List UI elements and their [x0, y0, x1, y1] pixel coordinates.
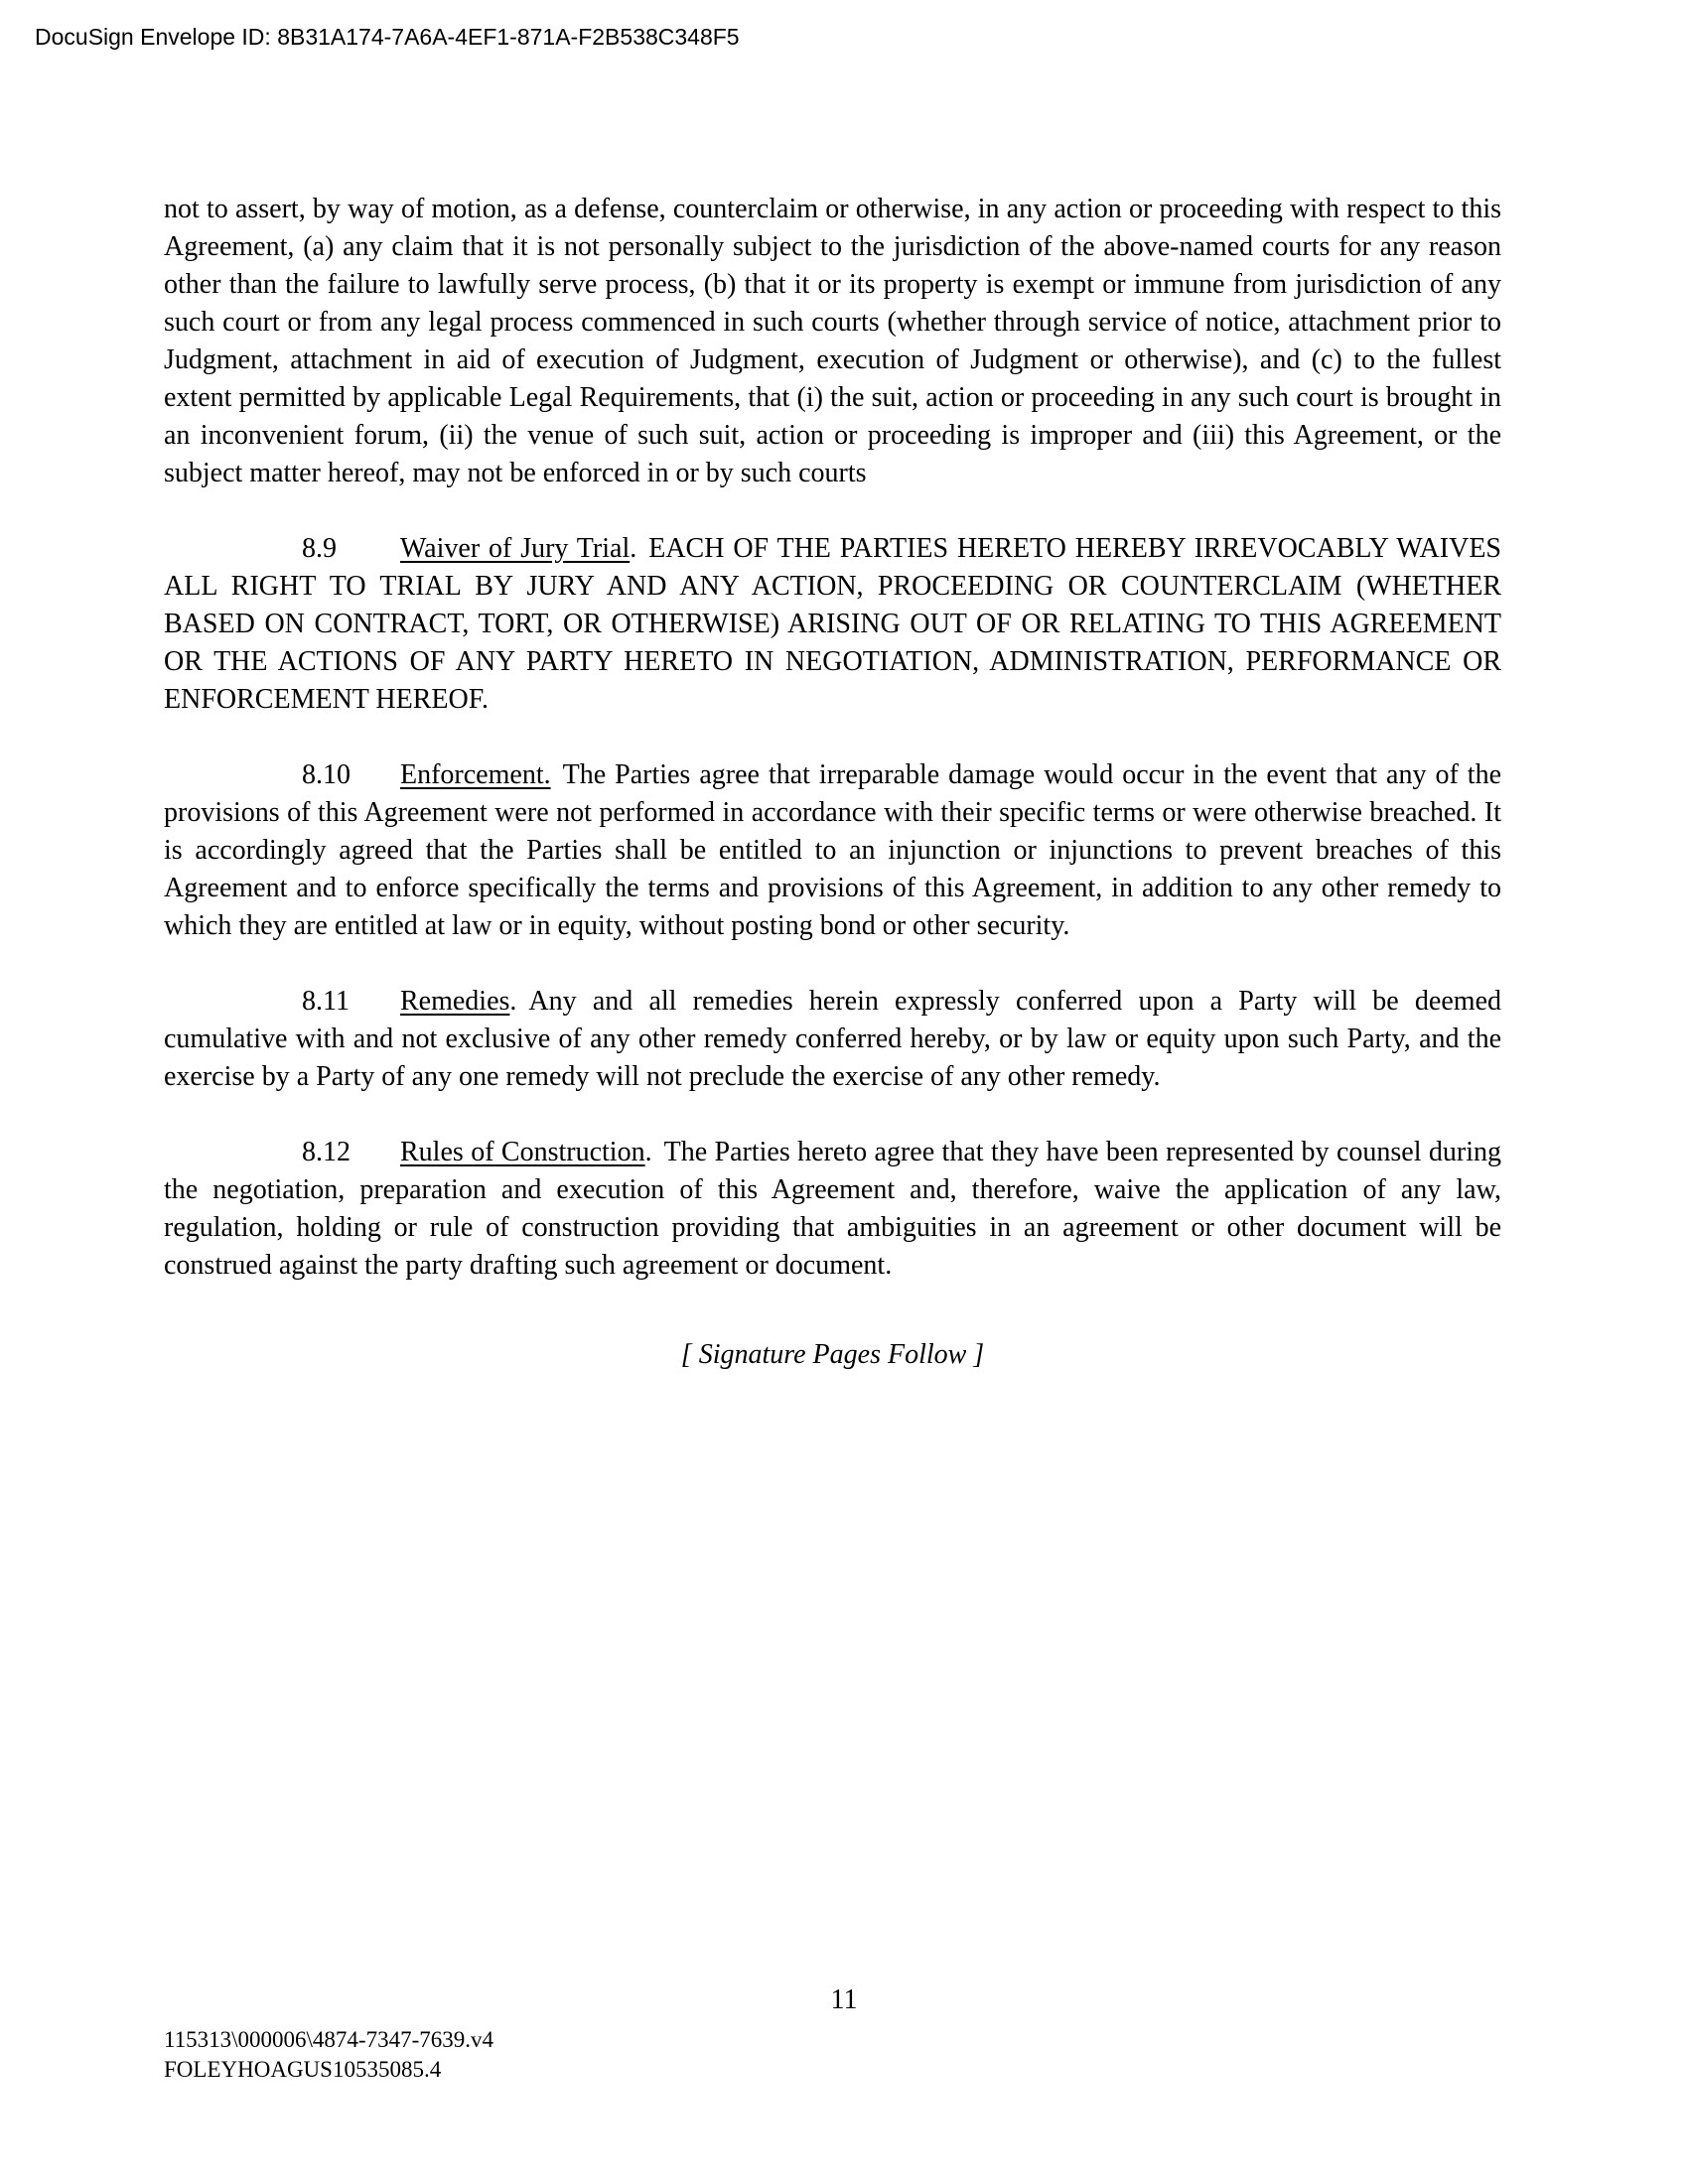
- section-8-10: [164, 756, 1501, 945]
- section-8-12: [164, 1134, 1501, 1285]
- section-text: Any and all remedies herein expressly conferred upon a Party will be deemed cumulative with and not exclusive of any other remedy conferred hereby, or by law or equity upon such Party, and the exercise by a Party of any one remedy will not preclude the exercise of any other remedy.: [164, 986, 1501, 1092]
- heading-separator: .: [630, 533, 637, 564]
- file-reference: 115313\000006\4874-7347-7639.v4: [164, 2027, 493, 2052]
- section-heading: Rules of Construction: [400, 1137, 645, 1167]
- section-heading: Waiver of Jury Trial: [400, 533, 631, 564]
- page-number: 11: [830, 1984, 858, 2015]
- document-body: [164, 191, 1501, 1374]
- signature-pages-note: [ Signature Pages Follow ]: [680, 1339, 985, 1370]
- section-number: 8.9: [302, 533, 337, 564]
- paragraph-text: not to assert, by way of motion, as a defense, counterclaim or otherwise, in any action or proceeding with respect to this Agreement, (a) any claim that it is not personally subject to the jurisdiction of the above-named courts for any reason other than the failure to lawfully serve process, (b) that it or its property is exempt or immune from jurisdiction of any such court or from any legal process commenced in such courts (whether through service of notice, attachment prior to Judgment, attachment in aid of execution of Judgment, execution of Judgment or otherwise), and (c) to the fullest extent permitted by applicable Legal Requirements, that (i) the suit, action or proceeding in any such court is brought in an inconvenient forum, (ii) the venue of such suit, action or proceeding is improper and (iii) this Agreement, or the subject matter hereof, may not be enforced in or by such courts: [164, 194, 1501, 488]
- section-8-11: [164, 983, 1501, 1096]
- docusign-envelope-id: DocuSign Envelope ID: 8B31A174-7A6A-4EF1-871A-F2B538C348F5: [35, 24, 740, 50]
- heading-separator: .: [644, 1137, 652, 1167]
- section-number: 8.12: [302, 1137, 351, 1167]
- paragraph-jurisdiction-continuation: [164, 191, 1501, 492]
- section-heading: Remedies: [400, 986, 510, 1017]
- section-text: The Parties agree that irreparable damage would occur in the event that any of the provisions of this Agreement were not performed in accordance with their specific terms or were otherwise breached. It is accordingly agreed that the Parties shall be entitled to an injunction or injunctions to prevent breaches of this Agreement and to enforce specifically the terms and provisions of this Agreement, in addition to any other remedy to which they are entitled at law or in equity, without posting bond or other security.: [164, 759, 1501, 941]
- section-number: 8.10: [302, 759, 351, 790]
- section-text: The Parties hereto agree that they have been represented by counsel during the negotiation, preparation and execution of this Agreement and, therefore, waive the application of any law, regulation, holding or rule of construction providing that ambiguities in an agreement or other document will be construed against the party drafting such agreement or document.: [164, 1137, 1501, 1281]
- section-heading: Enforcement.: [400, 759, 551, 790]
- section-text: EACH OF THE PARTIES HERETO HEREBY IRREVOCABLY WAIVES ALL RIGHT TO TRIAL BY JURY AND ANY ACTION, PROCEEDING OR COUNTERCLAIM (WHETHER BASED ON CONTRACT, TORT, OR OTHERWISE) ARISING OUT OF OR RELATING TO THIS AGREEMENT OR THE ACTIONS OF ANY PARTY HERETO IN NEGOTIATION, ADMINISTRATION, PERFORMANCE OR ENFORCEMENT HEREOF.: [164, 533, 1501, 715]
- heading-separator: .: [509, 986, 517, 1017]
- footer-references: [164, 2025, 493, 2085]
- section-number: 8.11: [302, 986, 350, 1017]
- section-8-9: [164, 530, 1501, 719]
- document-id: FOLEYHOAGUS10535085.4: [164, 2057, 442, 2082]
